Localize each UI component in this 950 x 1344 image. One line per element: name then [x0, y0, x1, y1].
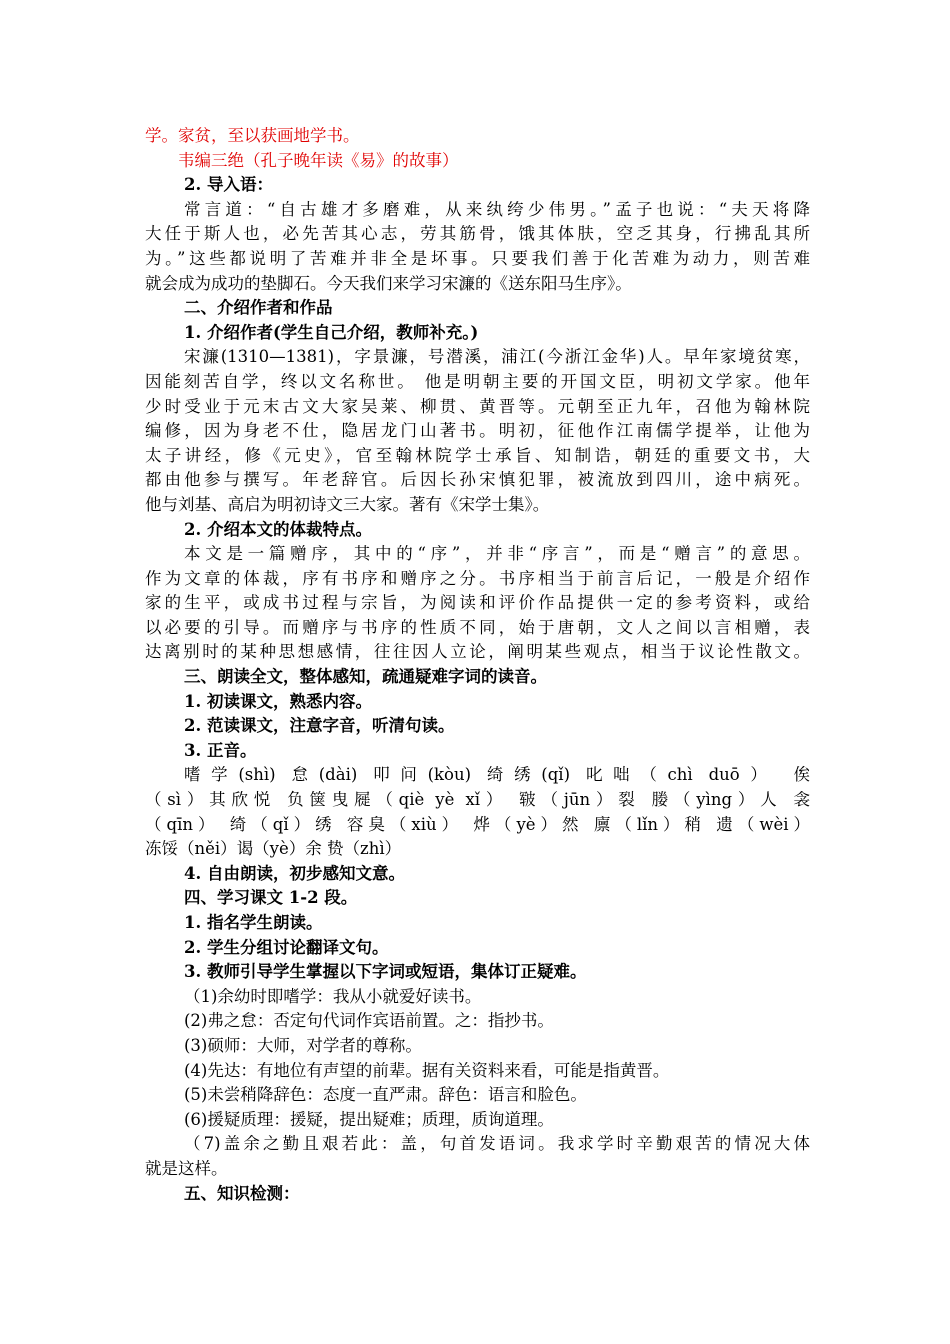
pinyin-line: 冻馁（něi）谒（yè）余 贽（zhì）: [145, 839, 402, 859]
text-line: 太子讲经，修《元史》，官至翰林院学士承旨、知制诰，朝廷的重要文书，大: [145, 445, 810, 465]
subsection-heading: 2. 导入语：: [184, 175, 273, 195]
text-line: 作为文章的体裁，序有书序和赠序之分。书序相当于前言后记，一般是介绍作: [145, 568, 810, 588]
subsection-heading: 1. 初读课文，熟悉内容。: [184, 691, 372, 711]
glossary-item: 就是这样。: [145, 1158, 228, 1178]
pinyin-line: （sì）其欣悦 负箧曳屣（qiè yè xǐ） 皲（jūn）裂 媵（yìng）人 衾: [145, 790, 810, 810]
section-heading: 二、介绍作者和作品: [184, 298, 333, 318]
text-line: 大任于斯人也，必先苦其心志，劳其筋骨，饿其体肤，空乏其身，行拂乱其所: [145, 224, 810, 244]
subsection-heading: 1. 指名学生朗读。: [184, 913, 323, 932]
subsection-heading: 4. 自由朗读，初步感知文意。: [184, 863, 405, 883]
text-line: 就会成为成功的垫脚石。今天我们来学习宋濂的《送东阳马生序》。: [145, 273, 632, 293]
section-heading: 五、知识检测：: [184, 1183, 300, 1203]
text-line: 宋濂(1310—1381)，字景濂，号潜溪，浦江(今浙江金华)人。早年家境贫寒，: [184, 347, 810, 367]
text-line: 家的生平，或成书过程与宗旨，为阅读和评价作品提供一定的参考资料，或给: [145, 593, 810, 613]
glossary-item: (2)弗之怠：否定句代词作宾语前置。之：指抄书。: [184, 1011, 554, 1031]
text-line: 达离别时的某种思想感情，往往因人立论，阐明某些观点，相当于议论性散文。: [145, 642, 810, 662]
text-line: 学。家贫，至以获画地学书。: [145, 126, 360, 145]
text-line: 都由他参与撰写。年老辞官。后因长孙宋慎犯罪，被流放到四川，途中病死。: [145, 470, 810, 490]
pinyin-line: 嗜学(shì) 怠(dài) 叩问(kòu) 绮绣(qǐ) 叱咄（chì duō） 俟: [184, 765, 810, 785]
subsection-heading: 3. 教师引导学生掌握以下字词或短语，集体订正疑难。: [184, 962, 587, 982]
section-heading: 四、学习课文 1-2 段。: [184, 888, 358, 908]
subsection-heading: 2. 范读课文，注意字音，听清句读。: [184, 716, 455, 736]
glossary-item: (4)先达：有地位有声望的前辈。据有关资料来看，可能是指黄晋。: [184, 1060, 670, 1080]
glossary-item: （7)盖余之勤且艰若此：盖，句首发语词。我求学时辛勤艰苦的情况大体: [184, 1134, 810, 1154]
subsection-heading: 2. 介绍本文的体裁特点。: [184, 519, 372, 539]
subsection-heading: 2. 学生分组讨论翻译文句。: [184, 937, 389, 957]
subsection-heading: 3. 正音。: [184, 740, 257, 760]
pinyin-line: （qīn） 绮（qǐ）绣 容臭（xiù） 烨（yè）然 廪（lǐn）稍 遗（wèi）: [145, 814, 810, 834]
text-line: 编修，因为身老不仕，隐居龙门山著书。明初，征他作江南儒学提举，让他为: [145, 421, 810, 441]
glossary-item: (5)未尝稍降辞色：态度一直严肃。辞色：语言和脸色。: [184, 1085, 587, 1105]
section-heading: 三、朗读全文，整体感知，疏通疑难字词的读音。: [184, 667, 547, 687]
text-line: 常言道：“自古雄才多磨难，从来纨绔少伟男。”孟子也说：“夫天将降: [184, 199, 810, 219]
subsection-heading: 1. 介绍作者(学生自己介绍，教师补充。): [184, 322, 479, 342]
text-line: 因能刻苦自学，终以文名称世。 他是明朝主要的开国文臣，明初文学家。他年: [145, 371, 810, 391]
text-line: 本文是一篇赠序，其中的“序”，并非“序言”，而是“赠言”的意思。: [184, 544, 810, 564]
glossary-item: （1)余幼时即嗜学：我从小就爱好读书。: [184, 986, 482, 1006]
text-line: 他与刘基、高启为明初诗文三大家。著有《宋学士集》。: [145, 494, 550, 514]
glossary-item: (3)硕师：大师，对学者的尊称。: [184, 1035, 422, 1055]
glossary-item: (6)援疑质理：援疑，提出疑难；质理，质询道理。: [184, 1109, 554, 1129]
text-line: 以必要的引导。而赠序与书序的性质不同，始于唐朝，文人之间以言相赠，表: [145, 617, 810, 637]
document-page: [145, 124, 810, 1206]
text-line: 少时受业于元末古文大家吴莱、柳贯、黄晋等。元朝至正九年，召他为翰林院: [145, 396, 810, 416]
text-line: 为。”这些都说明了苦难并非全是坏事。只要我们善于化苦难为动力，则苦难: [145, 248, 810, 268]
text-line: 韦编三绝（孔子晚年读《易》的故事）: [178, 150, 459, 170]
